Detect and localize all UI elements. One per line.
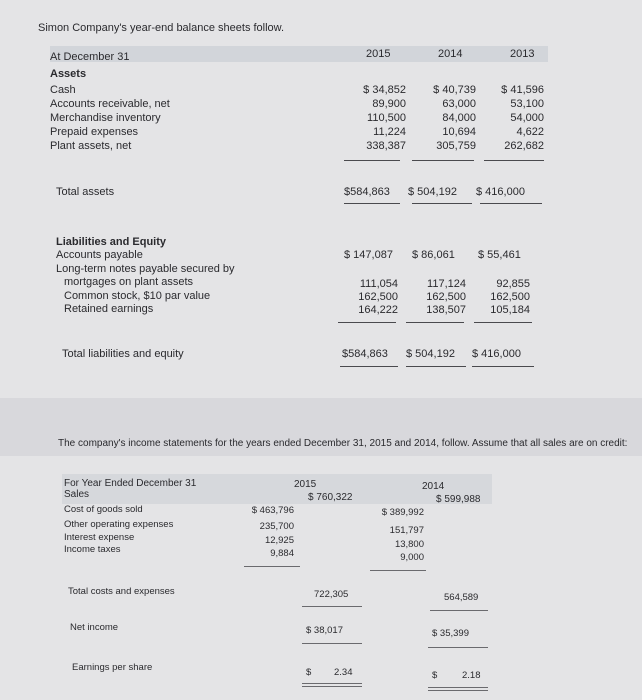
- liab-2015-column: [330, 278, 398, 317]
- total-le-2013-underline: [472, 366, 534, 367]
- opex-2014: 151,797: [389, 524, 424, 536]
- plant-2013: 262,682: [504, 140, 544, 152]
- liab-2015-underline: [338, 322, 396, 323]
- eps-2015: 2.34: [334, 667, 353, 678]
- asset-label-cash: Cash: [50, 84, 76, 96]
- liab-label-notes: Long-term notes payable secured by: [56, 262, 235, 275]
- assets-2013-column: [478, 83, 544, 153]
- asset-label-prepaid: Prepaid expenses: [50, 126, 139, 138]
- total-le-2014-underline: [406, 366, 466, 367]
- exp-label-taxes: Income taxes: [64, 543, 121, 555]
- inventory-2014: 84,000: [442, 112, 476, 124]
- total-costs-label: Total costs and expenses: [68, 586, 175, 597]
- assets-2015-column: [340, 83, 406, 153]
- balance-header-label: At December 31: [50, 51, 130, 63]
- total-le-label: Total liabilities and equity: [62, 348, 184, 360]
- sales-label: Sales: [64, 489, 90, 500]
- eps-2014-underline: [428, 687, 488, 688]
- income-header-label: For Year Ended December 31: [64, 478, 197, 489]
- eps-2015-dollar: $: [306, 667, 312, 678]
- prepaid-2015: 11,224: [373, 126, 406, 138]
- stock-2013: 162,500: [490, 291, 530, 303]
- liab-2013-underline: [474, 322, 532, 323]
- interest-2014: 13,800: [394, 539, 424, 550]
- total-assets-2014: $ 504,192: [408, 186, 457, 198]
- cogs-2015: $ 463,796: [251, 505, 294, 516]
- notes-2014: 117,124: [427, 278, 466, 290]
- liab-2014-column: [398, 278, 466, 317]
- eps-2015-underline: [302, 683, 362, 684]
- year-2015-header: 2015: [366, 48, 391, 60]
- total-costs-2014: 564,589: [444, 592, 479, 603]
- total-assets-2013: $ 416,000: [476, 186, 525, 198]
- stock-2014: 162,500: [426, 291, 466, 303]
- sales-2015: $ 760,322: [308, 492, 353, 503]
- expenses-2015-column: [232, 505, 294, 560]
- asset-label-plant: Plant assets, net: [50, 140, 132, 152]
- exp-label-interest: Interest expense: [64, 532, 135, 543]
- liab-label-ap: Accounts payable: [56, 249, 143, 261]
- intro-text: Simon Company's year-end balance sheets follow.: [38, 22, 285, 34]
- prepaid-2013: 4,622: [516, 126, 544, 138]
- year-2013-header: 2013: [510, 48, 535, 60]
- expenses-2015-underline: [244, 566, 300, 567]
- plant-2014: 305,759: [436, 140, 476, 152]
- eps-2014-dollar: $: [432, 670, 438, 681]
- expenses-2014-column: [362, 507, 424, 564]
- notes-2015: 111,054: [359, 278, 398, 290]
- asset-label-inventory: Merchandise inventory: [50, 112, 161, 124]
- ap-2014: $ 86,061: [412, 249, 455, 261]
- assets-2015-underline: [344, 160, 400, 161]
- plant-2015: 338,387: [366, 140, 406, 152]
- ap-2013: $ 55,461: [478, 249, 521, 261]
- income-year-2014: 2014: [422, 481, 445, 492]
- expenses-2014-underline: [370, 570, 426, 571]
- cash-2014: $ 40,739: [433, 84, 476, 96]
- total-assets-2014-underline: [412, 203, 472, 204]
- exp-label-cogs: Cost of goods sold: [64, 504, 143, 515]
- asset-label-receivable: Accounts receivable, net: [50, 98, 170, 110]
- notes-2013: 92,855: [496, 278, 530, 290]
- income-intro-text: The company's income statements for the years ended December 31, 2015 and 2014, follow. Assume that all sales are on credit:: [58, 438, 628, 449]
- liabilities-heading: Liabilities and Equity: [56, 236, 167, 248]
- total-assets-2015-underline: [344, 203, 400, 204]
- total-assets-label: Total assets: [56, 186, 115, 198]
- total-le-2015: $584,863: [342, 348, 388, 360]
- asset-labels: [50, 83, 170, 153]
- inventory-2015: 110,500: [367, 112, 406, 124]
- total-assets-2015: $584,863: [344, 186, 390, 198]
- opex-2015: 235,700: [259, 520, 294, 532]
- receivable-2014: 63,000: [442, 98, 476, 110]
- stock-2015: 162,500: [358, 291, 398, 303]
- retained-2014: 138,507: [426, 304, 466, 316]
- assets-2014-underline: [412, 160, 474, 161]
- taxes-2014: 9,000: [400, 551, 424, 563]
- liab-label-mortgages: mortgages on plant assets: [64, 276, 194, 288]
- net-income-2015-underline: [302, 643, 362, 644]
- net-income-2014-underline: [428, 647, 488, 648]
- liab-2013-column: [464, 278, 530, 317]
- assets-2013-underline: [484, 160, 544, 161]
- eps-2014-double-underline: [428, 690, 488, 691]
- total-costs-2014-underline: [430, 610, 488, 611]
- total-le-2013: $ 416,000: [472, 348, 521, 360]
- prepaid-2014: 10,694: [442, 126, 476, 138]
- income-year-2015: 2015: [294, 479, 317, 490]
- expense-labels: [64, 503, 173, 556]
- liability-labels: [56, 249, 235, 317]
- receivable-2013: 53,100: [510, 98, 544, 110]
- interest-2015: 12,925: [264, 535, 294, 546]
- cogs-2014: $ 389,992: [381, 507, 424, 518]
- assets-2014-column: [410, 83, 476, 153]
- retained-2013: 105,184: [490, 304, 530, 316]
- cash-2013: $ 41,596: [501, 84, 544, 96]
- eps-2014: 2.18: [462, 670, 481, 681]
- year-2014-header: 2014: [438, 48, 463, 60]
- sales-2014: $ 599,988: [436, 494, 481, 505]
- exp-label-opex: Other operating expenses: [64, 518, 174, 530]
- inventory-2013: 54,000: [510, 112, 544, 124]
- net-income-label: Net income: [70, 622, 119, 633]
- total-assets-2013-underline: [480, 203, 542, 204]
- retained-2015: 164,222: [358, 304, 398, 316]
- eps-label: Earnings per share: [72, 662, 153, 673]
- net-income-2014: $ 35,399: [432, 628, 469, 639]
- total-costs-2015: 722,305: [314, 589, 349, 600]
- liab-label-stock: Common stock, $10 par value: [64, 289, 211, 302]
- ap-2015: $ 147,087: [344, 249, 393, 261]
- liab-2014-underline: [406, 322, 464, 323]
- net-income-2015: $ 38,017: [306, 625, 343, 636]
- assets-heading: Assets: [50, 68, 87, 80]
- total-le-2014: $ 504,192: [406, 348, 455, 360]
- taxes-2015: 9,884: [270, 547, 294, 559]
- total-costs-2015-underline: [302, 606, 362, 607]
- eps-2015-double-underline: [302, 686, 362, 687]
- receivable-2015: 89,900: [372, 98, 406, 110]
- cash-2015: $ 34,852: [363, 84, 406, 96]
- total-le-2015-underline: [340, 366, 398, 367]
- liab-label-retained: Retained earnings: [64, 303, 154, 315]
